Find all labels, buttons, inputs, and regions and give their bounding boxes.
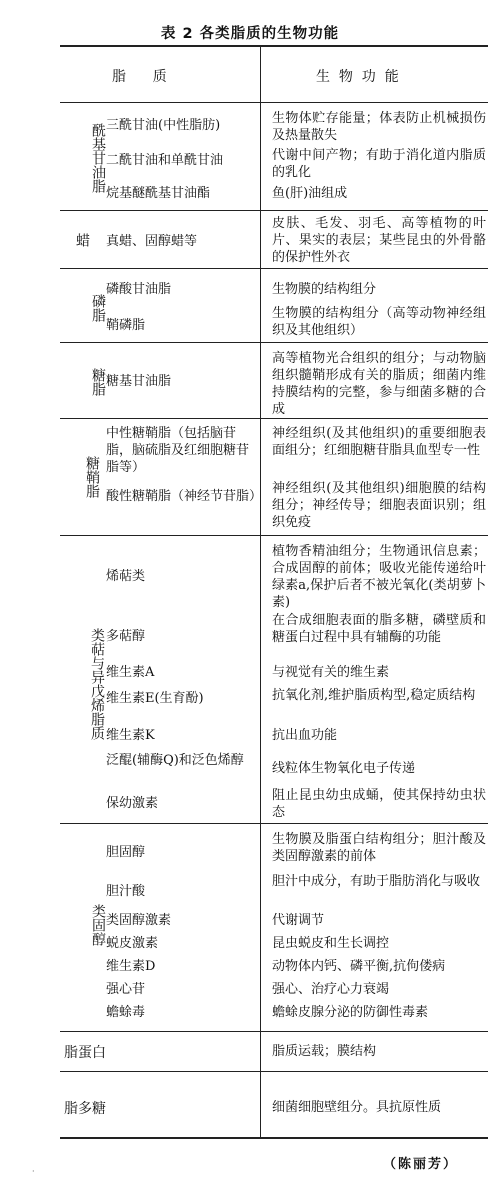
- function-text: 生物膜的结构组分（高等动物神经组织及其他组织）: [272, 306, 486, 338]
- rule-top: [60, 45, 488, 47]
- rule: [60, 268, 488, 269]
- function-text: 生物膜及脂蛋白结构组分；胆汁酸及类固醇激素的前体: [272, 832, 486, 864]
- lipid-name: 酸性糖鞘脂（神经节苷脂）: [106, 489, 263, 504]
- function-text: 生物膜的结构组分: [272, 282, 377, 297]
- category-glycosphingolipid: 糖鞘脂: [84, 455, 100, 498]
- lipid-name: 三酰甘油(中性脂肪): [106, 118, 221, 133]
- lipid-name: 真蜡、固醇蜡等: [106, 234, 198, 249]
- rule: [60, 535, 488, 536]
- function-text: 脂质运载；膜结构: [272, 1044, 377, 1059]
- category-phospholipid: 磷脂: [90, 294, 106, 322]
- rule: [60, 1031, 488, 1032]
- page-mark: ·: [32, 1167, 35, 1176]
- lipid-name: 中性糖鞘脂（包括脑苷脂，脑硫脂及红细胞糖苷脂等）: [106, 426, 250, 475]
- lipid-name: 蜕皮激素: [106, 936, 159, 951]
- function-text: 阻止昆虫幼虫成蛹，使其保持幼虫状态: [272, 788, 486, 820]
- header-lipid: 脂 质: [112, 69, 167, 85]
- lipid-name: 蟾蜍毒: [106, 1005, 146, 1020]
- lipid-name: 维生素E(生育酚): [106, 691, 204, 706]
- function-text: 与视觉有关的维生素: [272, 665, 390, 680]
- function-text: 皮肤、毛发、羽毛、高等植物的叶片、果实的表层；某些昆虫的外骨骼的保护性外衣: [272, 216, 486, 265]
- rule: [60, 823, 488, 824]
- rule: [60, 342, 488, 343]
- lipid-name: 二酰甘油和单酰甘油: [106, 153, 224, 168]
- function-text: 神经组织(及其他组织)的重要细胞表面组分；红细胞糖苷脂具血型专一性: [272, 426, 486, 458]
- lipid-name: 维生素D: [106, 959, 156, 974]
- function-text: 动物体内钙、磷平衡,抗佝偻病: [272, 959, 446, 974]
- function-text: 细菌细胞壁组分。具抗原性质: [272, 1100, 442, 1115]
- function-text: 植物香精油组分；生物通讯信息素；合成固醇的前体；吸收光能传递给叶绿素a,保护后者不被光氧化(类胡萝卜素): [272, 544, 486, 610]
- lipid-name: 磷酸甘油脂: [106, 282, 172, 297]
- author-credit: （陈丽芳）: [382, 1157, 458, 1172]
- rule: [60, 210, 488, 211]
- category-acylglycerol: 酰基甘油脂: [90, 123, 106, 193]
- function-text: 鱼(肝)油组成: [272, 186, 348, 201]
- rule: [60, 1071, 488, 1072]
- lipid-name: 鞘磷脂: [106, 318, 146, 333]
- category-terpenoid: 类萜与异戊烯脂质: [89, 628, 105, 740]
- lipid-name: 维生素K: [106, 728, 155, 743]
- category-steroid: 类固醇: [90, 904, 106, 946]
- table-title: 表 2 各类脂质的生物功能: [160, 26, 340, 42]
- rule: [60, 418, 488, 419]
- lipid-name: 泛醌(辅酶Q)和泛色烯醇: [106, 753, 244, 768]
- lipid-name: 类固醇激素: [106, 913, 172, 928]
- function-text: 生物体贮存能量；体表防止机械损伤及热量散失: [272, 111, 486, 143]
- lipid-name: 胆固醇: [106, 845, 146, 860]
- header-function: 生 物 功 能: [316, 69, 399, 85]
- function-text: 强心、治疗心力衰竭: [272, 982, 390, 997]
- function-text: 抗出血功能: [272, 728, 338, 743]
- lipid-name: 保幼激素: [106, 796, 159, 811]
- lipid-name: 强心苷: [106, 982, 146, 997]
- function-text: 胆汁中成分，有助于脂肪消化与吸收: [272, 874, 481, 889]
- function-text: 蟾蜍皮腺分泌的防御性毒素: [272, 1005, 429, 1020]
- column-divider: [260, 46, 261, 1137]
- function-text: 昆虫蜕皮和生长调控: [272, 936, 390, 951]
- function-text: 线粒体生物氧化电子传递: [272, 761, 416, 776]
- function-text: 高等植物光合组织的组分；与动物脑组织髓鞘形成有关的脂质；细菌内维持膜结构的完整，参与细菌多糖的合成: [272, 351, 486, 417]
- lipid-name: 维生素A: [106, 665, 155, 680]
- lipid-name: 胆汁酸: [106, 884, 146, 899]
- rule-header: [60, 102, 488, 103]
- function-text: 神经组织(及其他组织)细胞膜的结构组分；神经传导；细胞表面识别；组织免疫: [272, 481, 486, 530]
- function-text: 在合成细胞表面的脂多糖，磷壁质和糖蛋白过程中具有辅酶的功能: [272, 613, 486, 645]
- category-glycolipid: 糖脂: [90, 368, 106, 396]
- category-wax: 蜡: [74, 233, 90, 247]
- lipid-name: 烯萜类: [106, 569, 146, 584]
- function-text: 代谢调节: [272, 913, 325, 928]
- function-text: 代谢中间产物；有助于消化道内脂质的乳化: [272, 148, 486, 180]
- lipid-name: 糖基甘油脂: [106, 374, 172, 389]
- lipid-name: 多萜醇: [106, 629, 146, 644]
- lipid-name-lipoprotein: 脂蛋白: [64, 1045, 106, 1061]
- function-text: 抗氧化剂,维护脂质构型,稳定质结构: [272, 688, 476, 703]
- lipid-name-lipopolysaccharide: 脂多糖: [64, 1101, 106, 1117]
- rule-bottom: [60, 1137, 488, 1139]
- lipid-name: 烷基醚酰基甘油酯: [106, 186, 211, 201]
